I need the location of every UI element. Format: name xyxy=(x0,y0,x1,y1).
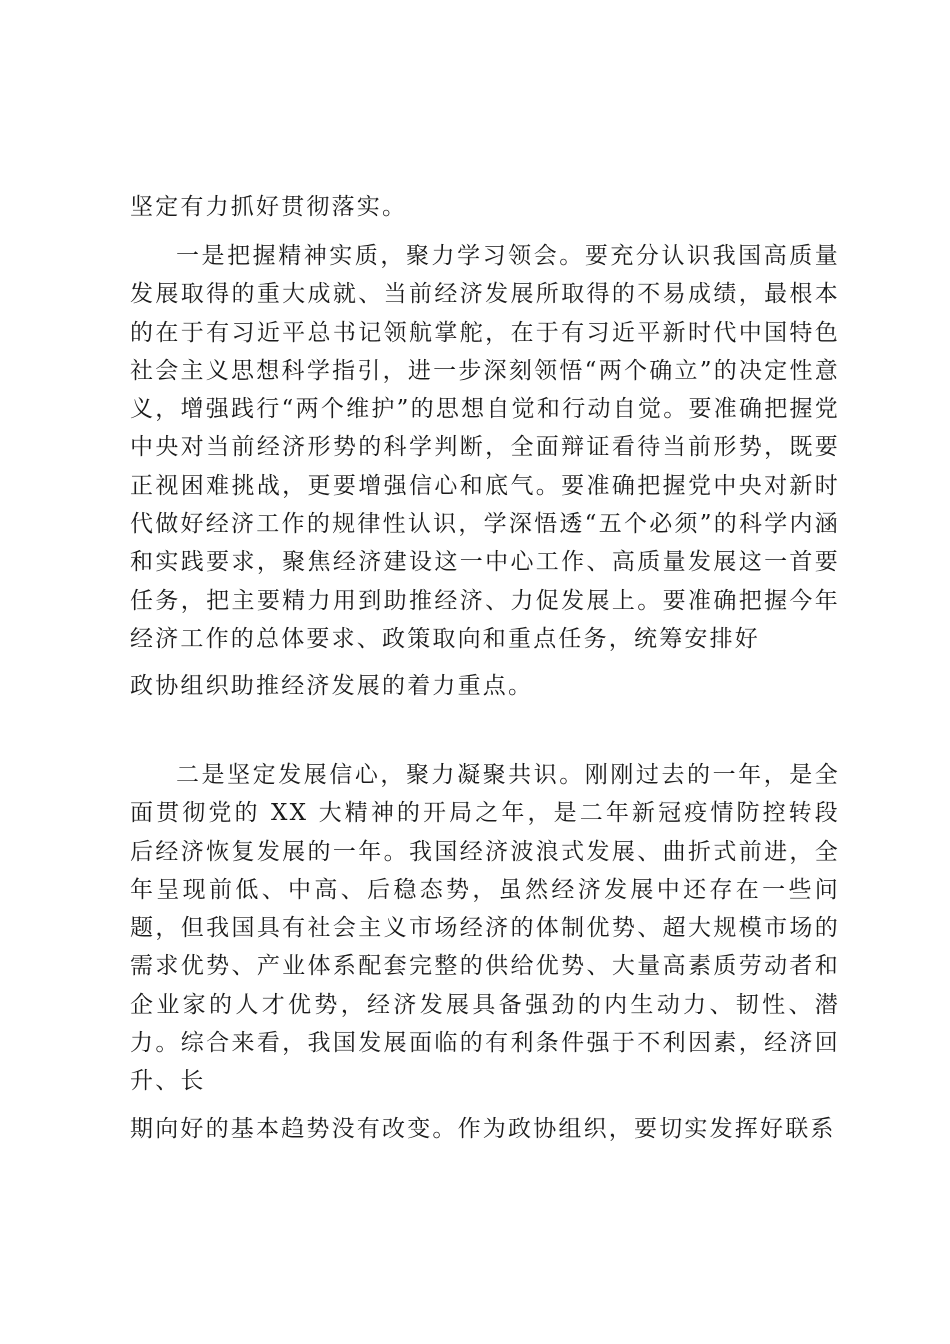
paragraph-text: 二是坚定发展信心，聚力凝聚共识。刚刚过去的一年，是全面贯彻党的 XX 大精神的开局之年，是二年新冠疫情防控转段后经济恢复发展的一年。我国经济波浪式发展、曲折式前进，全年呈现前低、中高、后稳态势，虽然经济发展中还存在一些问题，但我国具有社会主义市场经济的体制优势、超大规模市场的需求优势、产业体系配套完整的供给优势、大量高素质劳动者和企业家的人才优势，经济发展具备强劲的内生动力、韧性、潜力。综合来看，我国发展面临的有利条件强于不利因素，经济回升、长 xyxy=(130,762,840,1095)
paragraph-continuation xyxy=(130,188,840,226)
paragraph-two xyxy=(130,756,840,1148)
paragraph-one xyxy=(130,237,840,706)
paragraph-text: 一是把握精神实质，聚力学习领会。要充分认识我国高质量发展取得的重大成就、当前经济发展所取得的不易成绩，最根本的在于有习近平总书记领航掌舵，在于有习近平新时代中国特色社会主义思想科学指引，进一步深刻领悟“两个确立”的决定性意义，增强践行“两个维护”的思想自觉和行动自觉。要准确把握党中央对当前经济形势的科学判断，全面辩证看待当前形势，既要正视困难挑战，更要增强信心和底气。要准确把握党中央对新时代做好经济工作的规律性认识，学深悟透“五个必须”的科学内涵和实践要求，聚焦经济建设这一中心工作、高质量发展这一首要任务，把主要精力用到助推经济、力促发展上。要准确把握今年经济工作的总体要求、政策取向和重点任务，统筹安排好 xyxy=(130,243,840,652)
paragraph-last-line: 政协组织助推经济发展的着力重点。 xyxy=(130,673,534,700)
paragraph-last-line: 期向好的基本趋势没有改变。作为政协组织，要切实发挥好联系 xyxy=(130,1115,836,1142)
paragraph-text: 坚定有力抓好贯彻落实。 xyxy=(130,194,408,220)
